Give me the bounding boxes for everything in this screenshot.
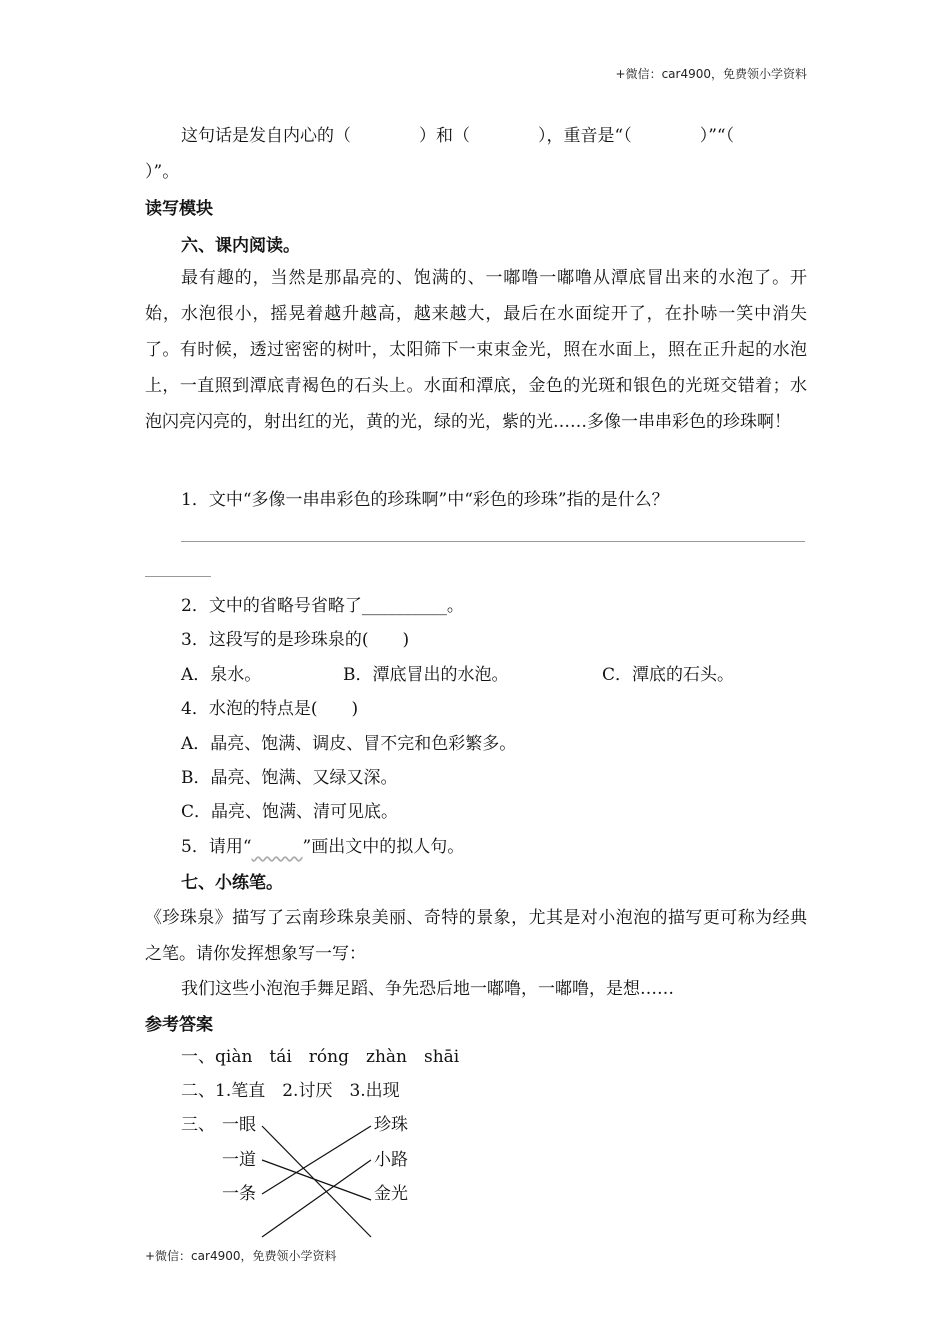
q6-passage: 最有趣的，当然是那晶亮的、饱满的、一嘟噜一嘟噜从潭底冒出来的水泡了。开始，水泡很小，摇晃着越升越高，越来越大，最后在水面绽开了，在扑哧一笑中消失了。有时候，透过密密的树叶，太阳筛下一束束金光，照在水面上，照在正升起的水泡上，一直照到潭底青褐色的石头上。水面和潭底，金色的光斑和银色的光斑交错着；水泡闪亮闪亮的，射出红的光，黄的光，绿的光，紫的光……多像一串串彩色的珍珠啊！	[145, 268, 807, 432]
section-reading-writing: 读写模块	[145, 199, 213, 219]
match-left-2: 一道	[222, 1150, 256, 1170]
q4-option-b: B．晶亮、饱满、又绿又深。	[181, 768, 398, 788]
q7-title: 七、小练笔。	[181, 873, 283, 893]
match-right-1: 珍珠	[374, 1115, 408, 1135]
q5-suffix: ”画出文中的拟人句。	[302, 837, 465, 857]
q3-option-c: C．潭底的石头。	[602, 665, 735, 685]
answer-2: 二、1.笔直 2.讨厌 3.出现	[181, 1081, 400, 1101]
q3-option-b: B．潭底冒出的水泡。	[343, 665, 509, 685]
q6-q4: 4．水泡的特点是( )	[181, 699, 359, 719]
match-right-3: 金光	[374, 1184, 408, 1204]
q5-prefix: 5．请用“	[181, 837, 252, 857]
q6-q3: 3．这段写的是珍珠泉的( )	[181, 630, 410, 650]
answer-3-prefix: 三、	[181, 1115, 215, 1135]
q6-title: 六、课内阅读。	[181, 236, 300, 256]
match-left-3: 一条	[222, 1184, 256, 1204]
match-line-3	[262, 1126, 371, 1194]
q4-option-c: C．晶亮、饱满、清可见底。	[181, 802, 399, 822]
q7-prompt: 《珍珠泉》描写了云南珍珠泉美丽、奇特的景象，尤其是对小泡泡的描写更可称为经典之笔。请你发挥想象写一写：	[145, 908, 807, 964]
top-sentence-line2: ）”。	[145, 162, 180, 182]
q4-option-a: A．晶亮、饱满、调皮、冒不完和色彩繁多。	[181, 734, 517, 754]
q7-start: 我们这些小泡泡手舞足蹈、争先恐后地一嘟噜，一嘟噜，是想……	[181, 979, 674, 999]
answer-1: 一、qiàn tái róng zhàn shāi	[181, 1047, 460, 1067]
match-right-2: 小路	[374, 1150, 408, 1170]
q6-q2: 2．文中的省略号省略了__________。	[181, 596, 464, 616]
match-line-4	[262, 1160, 371, 1237]
header-note: +微信：car4900，免费领小学资料	[615, 67, 807, 81]
answers-title: 参考答案	[145, 1015, 213, 1035]
match-line-1	[262, 1126, 371, 1237]
q3-option-a: A．泉水。	[181, 665, 262, 685]
q6-q1: 1．文中“多像一串串彩色的珍珠啊”中“彩色的珍珠”指的是什么？	[181, 490, 669, 510]
match-left-1: 一眼	[222, 1115, 256, 1135]
match-line-2	[262, 1160, 371, 1200]
top-sentence-line1: 这句话是发自内心的（ ）和（ ），重音是“（ ）”“（	[181, 126, 735, 146]
footer-note: +微信：car4900，免费领小学资料	[145, 1249, 337, 1263]
